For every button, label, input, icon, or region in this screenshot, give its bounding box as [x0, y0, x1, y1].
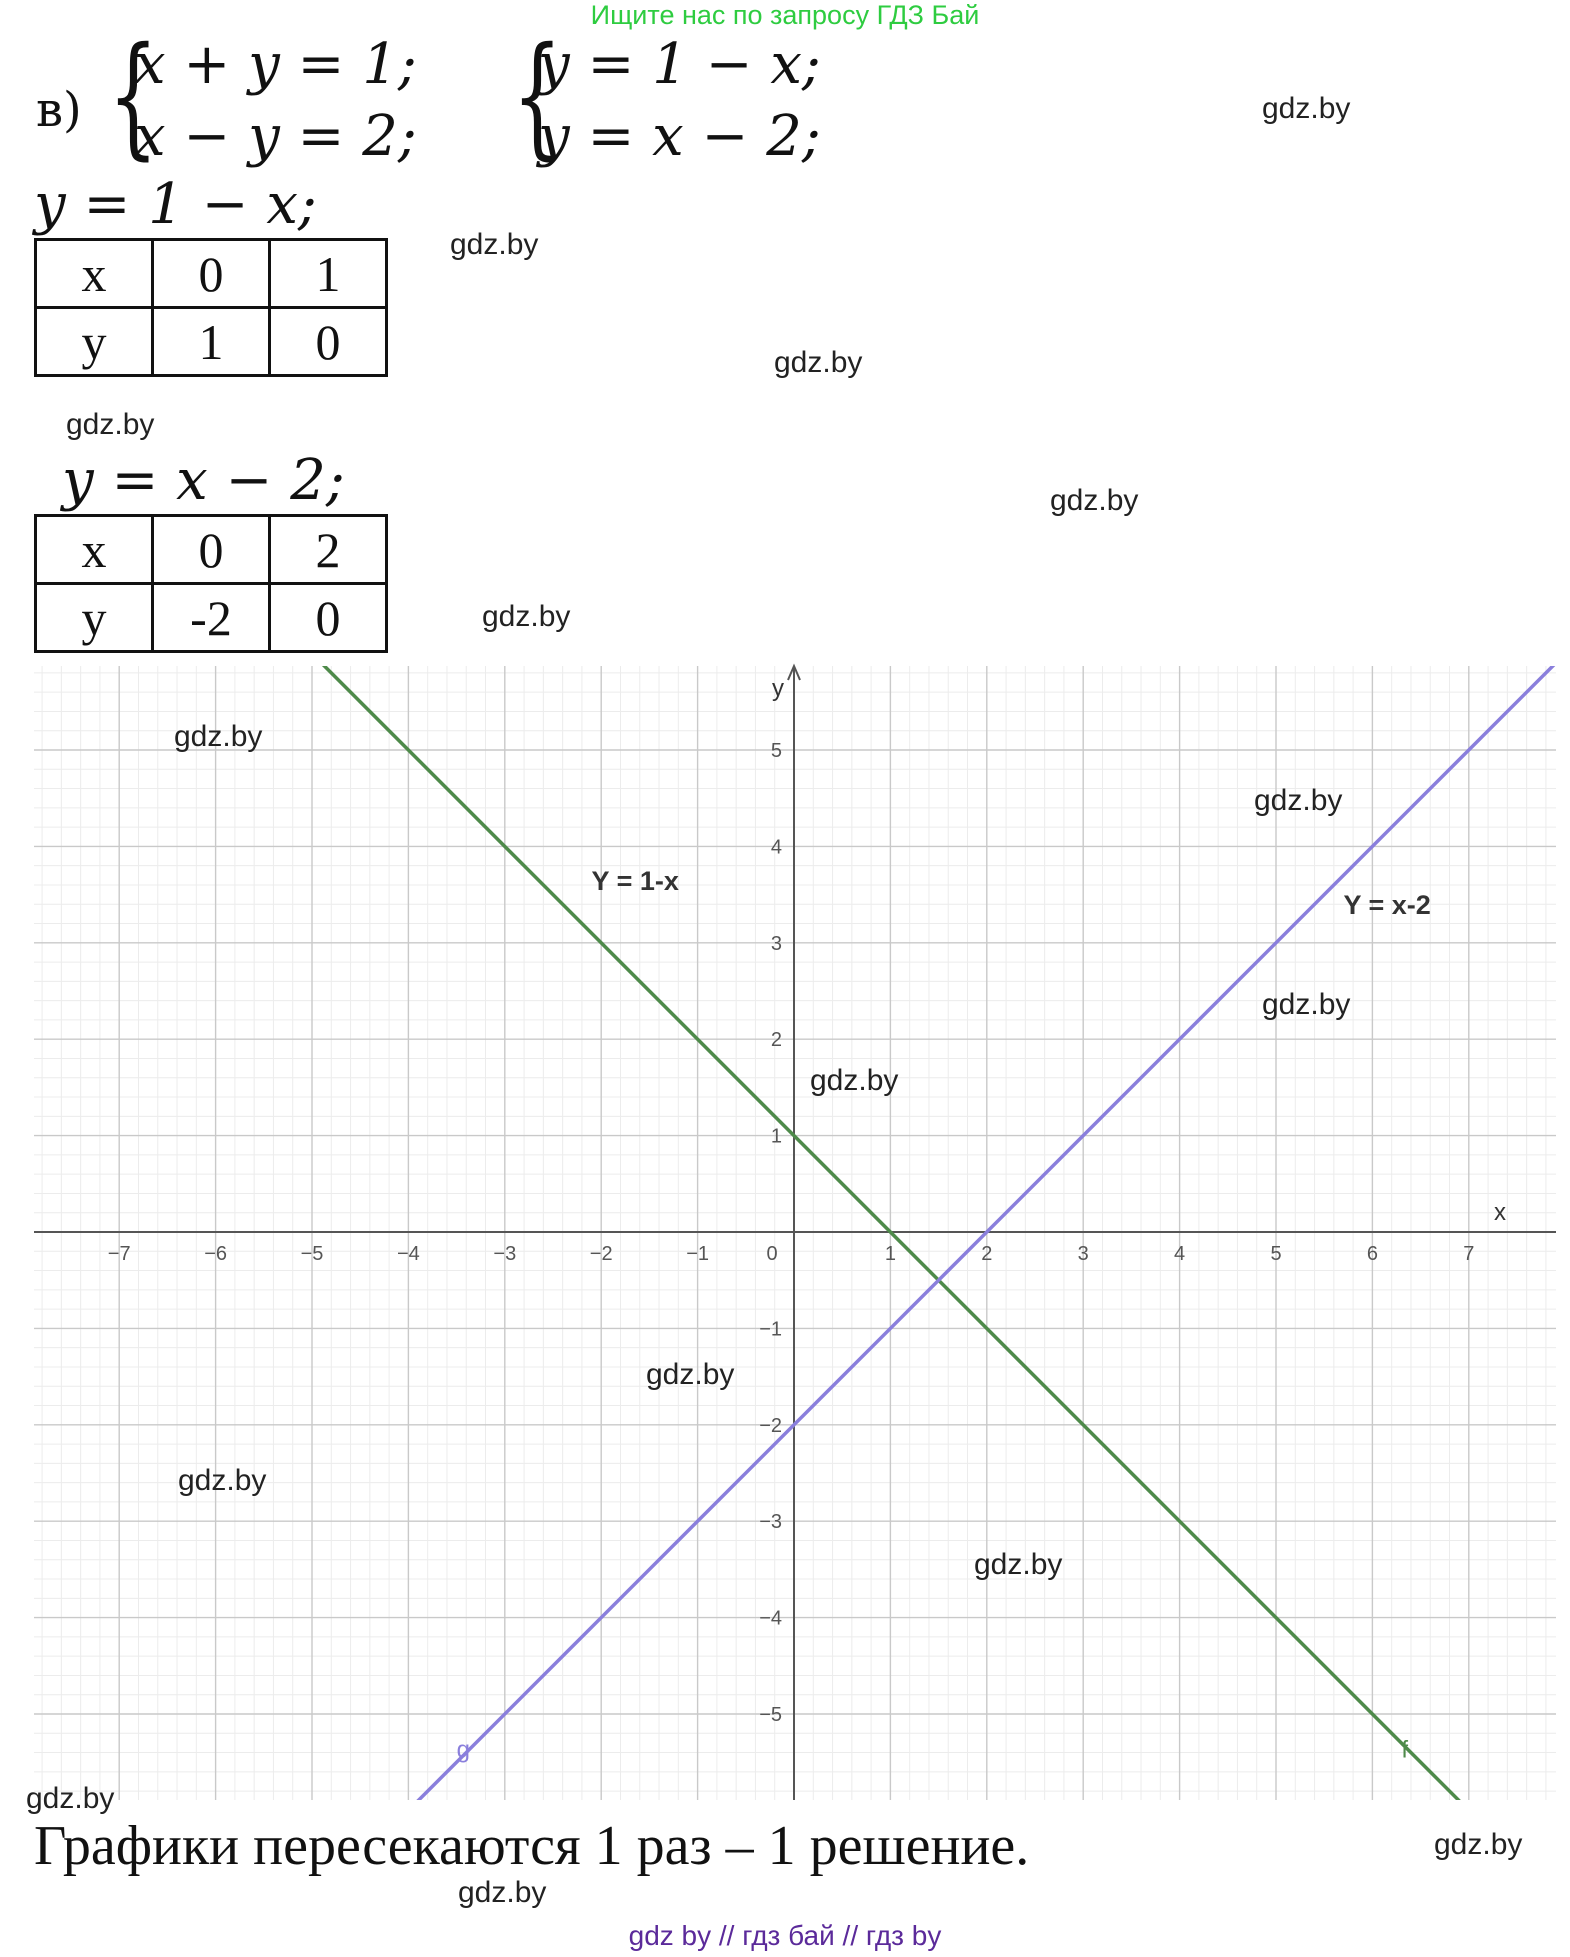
x-axis-label: x — [1494, 1199, 1506, 1226]
series-name-f: f — [1401, 1736, 1408, 1764]
table-cell: 0 — [153, 516, 270, 584]
table-cell: x — [36, 516, 153, 584]
watermark: gdz.by — [974, 1548, 1063, 1581]
table-cell: y — [36, 584, 153, 652]
table-cell: x — [36, 240, 153, 308]
watermark: gdz.by — [774, 346, 863, 379]
x-tick-label: 3 — [1077, 1243, 1089, 1265]
table-cell: 1 — [153, 308, 270, 376]
series-label-f: Y = 1-x — [591, 865, 679, 896]
system2-equation-2: y = x − 2; — [538, 104, 821, 169]
system1-equation-2: x − y = 2; — [134, 104, 417, 169]
x-tick-label: −7 — [107, 1243, 131, 1265]
y-tick-label: 5 — [770, 740, 782, 762]
line2-equation: y = x − 2; — [62, 448, 345, 513]
watermark: gdz.by — [1262, 92, 1351, 125]
table-cell: y — [36, 308, 153, 376]
x-tick-label: −2 — [589, 1243, 613, 1265]
watermark: gdz.by — [810, 1064, 899, 1097]
x-tick-label: 2 — [981, 1243, 993, 1265]
watermark: gdz.by — [458, 1876, 547, 1909]
table-cell: 2 — [270, 516, 387, 584]
table-cell: 0 — [270, 584, 387, 652]
series-line-f — [0, 268, 1570, 1957]
x-tick-label: −5 — [300, 1243, 324, 1265]
watermark: gdz.by — [1050, 484, 1139, 517]
system1-equation-1: x + y = 1; — [134, 32, 417, 97]
series-name-g: g — [456, 1736, 470, 1764]
table-cell: 1 — [270, 240, 387, 308]
system2-equation-1: y = 1 − x; — [538, 32, 821, 97]
watermark: gdz.by — [1434, 1828, 1523, 1861]
watermark: gdz.by — [66, 408, 155, 441]
footer-links: gdz by // гдз бай // гдз by — [628, 1920, 942, 1951]
watermark: gdz.by — [482, 600, 571, 633]
line1-equation: y = 1 − x; — [34, 172, 317, 237]
watermark: gdz.by — [450, 228, 539, 261]
table-cell: -2 — [153, 584, 270, 652]
y-tick-label: −3 — [759, 1511, 782, 1534]
y-tick-label: 4 — [770, 836, 782, 859]
x-tick-label: −6 — [204, 1243, 228, 1265]
x-tick-label: 7 — [1463, 1243, 1475, 1265]
watermark: gdz.by — [174, 720, 263, 753]
y-tick-label: 3 — [770, 932, 782, 955]
x-tick-label: −4 — [396, 1243, 420, 1265]
part-label: в) — [36, 82, 82, 138]
watermark: gdz.by — [178, 1464, 267, 1497]
x-tick-label: 5 — [1270, 1243, 1282, 1265]
x-tick-label: −1 — [686, 1243, 710, 1265]
watermark: gdz.by — [1254, 784, 1343, 817]
watermark: gdz.by — [1262, 988, 1351, 1021]
y-axis-label: y — [772, 675, 784, 702]
system1-brace: { — [108, 19, 159, 173]
table-cell: 0 — [270, 308, 387, 376]
y-tick-label: −1 — [759, 1318, 782, 1341]
x-tick-label: 0 — [766, 1243, 778, 1265]
y-tick-label: −2 — [759, 1414, 782, 1437]
system2-brace: { — [512, 19, 563, 173]
x-tick-label: 6 — [1366, 1243, 1378, 1265]
watermark: gdz.by — [26, 1782, 115, 1815]
conclusion-text: Графики пересекаются 1 раз – 1 решение. — [34, 1815, 1030, 1877]
series-label-g: Y = x-2 — [1343, 889, 1431, 920]
x-tick-label: 4 — [1174, 1243, 1186, 1265]
y-tick-label: −4 — [759, 1607, 782, 1630]
banner: Ищите нас по запросу ГДЗ Бай — [590, 0, 980, 30]
watermark: gdz.by — [646, 1358, 735, 1391]
table-cell: 0 — [153, 240, 270, 308]
y-tick-label: 1 — [770, 1125, 782, 1148]
x-tick-label: 1 — [884, 1243, 896, 1265]
y-tick-label: −5 — [759, 1704, 782, 1726]
x-tick-label: −3 — [493, 1243, 517, 1265]
series-line-g — [0, 557, 1570, 1957]
y-tick-label: 2 — [770, 1029, 782, 1052]
